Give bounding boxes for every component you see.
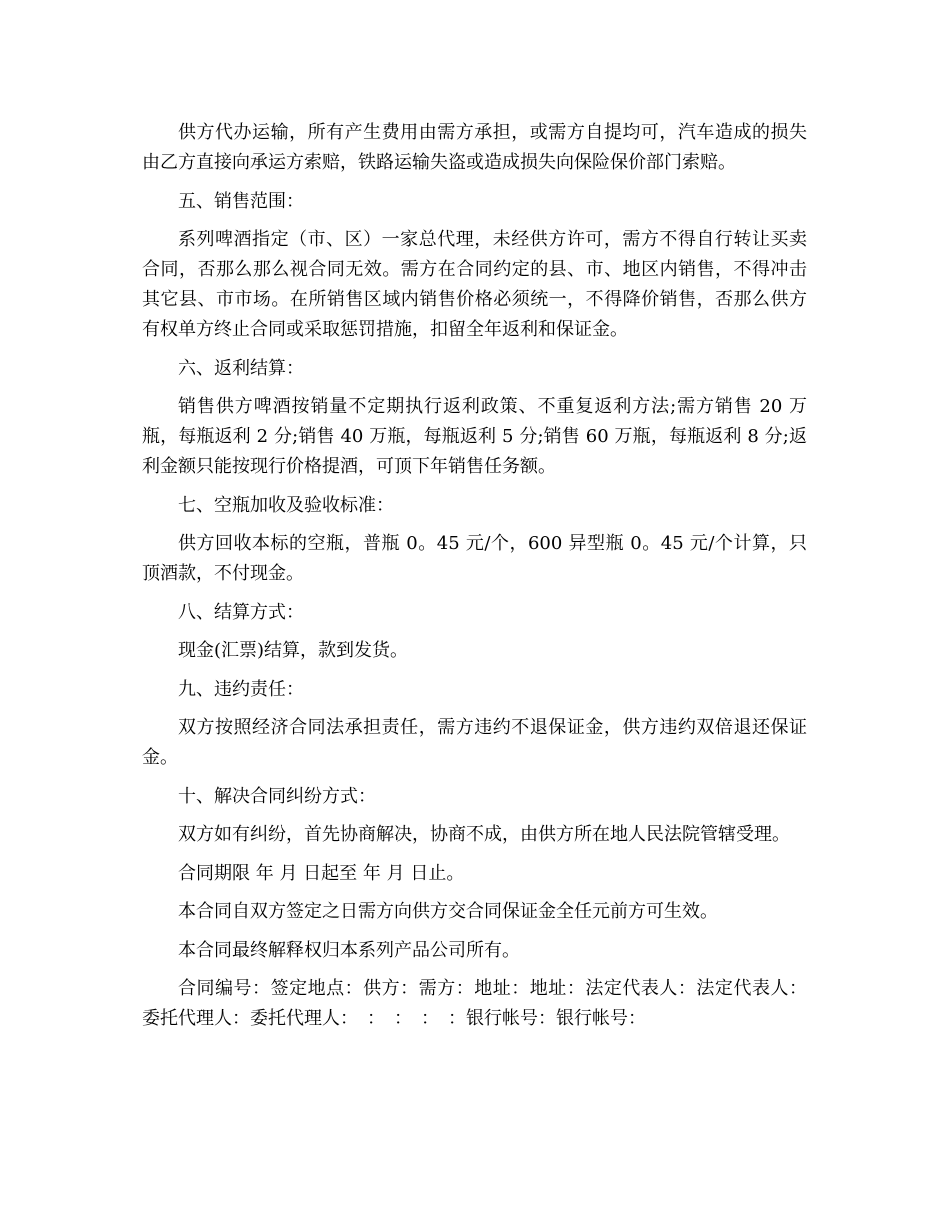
heading-empty-bottles: 七、空瓶加收及验收标准： bbox=[178, 494, 394, 516]
heading-sales-scope: 五、销售范围： bbox=[178, 190, 304, 212]
heading-rebate-settlement: 六、返利结算： bbox=[178, 357, 304, 379]
heading-breach-liability: 九、违约责任： bbox=[178, 678, 304, 700]
paragraph-sales-scope: 系列啤酒指定（市、区）一家总代理，未经供方许可，需方不得自行转让买卖合同，否那么那么视合同无效。需方在合同约定的县、市、地区内销售，不得冲击其它县、市市场。在所销售区域内销售价格必须统一，不得降价销售，否那么供方有权单方终止合同或采取惩罚措施，扣留全年返利和保证金。 bbox=[142, 229, 807, 340]
paragraph-signature-fields: 合同编号：签定地点：供方：需方：地址：地址：法定代表人：法定代表人：委托代理人：委托代理人： ： ： ： ：银行帐号：银行帐号： bbox=[142, 978, 807, 1029]
paragraph-empty-bottles: 供方回收本标的空瓶，普瓶 0。45 元/个，600 异型瓶 0。45 元/个计算，只顶酒款，不付现金。 bbox=[142, 533, 807, 584]
paragraph-breach-liability: 双方按照经济合同法承担责任，需方违约不退保证金，供方违约双倍退还保证金。 bbox=[142, 717, 807, 768]
heading-dispute-resolution: 十、解决合同纠纷方式： bbox=[178, 785, 376, 807]
heading-settlement-method: 八、结算方式： bbox=[178, 601, 304, 623]
paragraph-settlement-method: 现金(汇票)结算，款到发货。 bbox=[178, 640, 409, 661]
contract-body bbox=[142, 118, 807, 1043]
paragraph-transport: 供方代办运输，所有产生费用由需方承担，或需方自提均可，汽车造成的损失由乙方直接向承运方索赔，铁路运输失盗或造成损失向保险保价部门索赔。 bbox=[142, 122, 807, 173]
paragraph-dispute-resolution: 双方如有纠纷，首先协商解决，协商不成，由供方所在地人民法院管辖受理。 bbox=[178, 824, 790, 845]
paragraph-effective-condition: 本合同自双方签定之日需方向供方交合同保证金全任元前方可生效。 bbox=[178, 901, 718, 922]
paragraph-rebate-settlement: 销售供方啤酒按销量不定期执行返利政策、不重复返利方法;需方销售 20 万瓶，每瓶返利 2 分;销售 40 万瓶，每瓶返利 5 分;销售 60 万瓶，每瓶返利 8 分;返利金额只能按现行价格提酒，可顶下年销售任务额。 bbox=[142, 396, 807, 477]
paragraph-interpretation-right: 本合同最终解释权归本系列产品公司所有。 bbox=[178, 939, 520, 961]
paragraph-contract-term: 合同期限 年 月 日起至 年 月 日止。 bbox=[178, 862, 465, 884]
